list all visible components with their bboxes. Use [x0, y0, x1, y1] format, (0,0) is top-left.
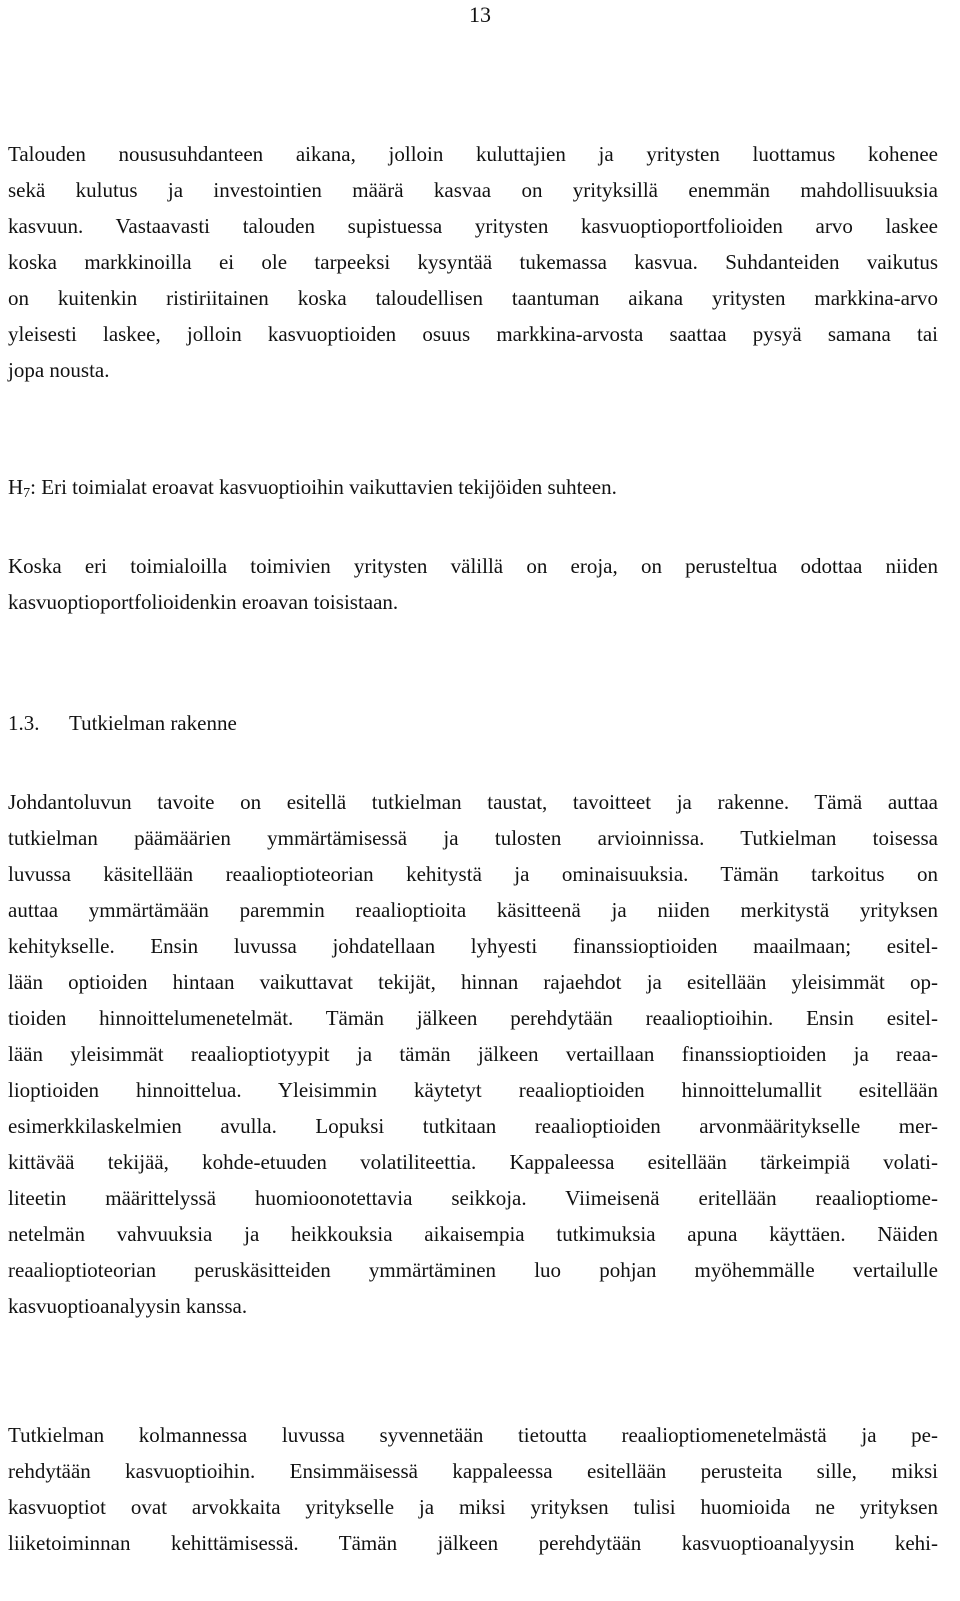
- text-line: kittävää tekijää, kohde-etuuden volatiliteettia. Kappaleessa esitellään tärkeimpiä volati-: [8, 1150, 938, 1174]
- text-line: Tutkielman kolmannessa luvussa syvennetään tietoutta reaalioptiomenetelmästä ja pe-: [8, 1423, 938, 1447]
- text-line: esimerkkilaskelmien avulla. Lopuksi tutkitaan reaalioptioiden arvonmääritykselle mer-: [8, 1114, 938, 1138]
- text-line: lioptioiden hinnoittelua. Yleisimmin käytetyt reaalioptioiden hinnoittelumallit esitellään: [8, 1078, 938, 1102]
- paragraph-industry-differences: [8, 548, 938, 620]
- text-line: Johdantoluvun tavoite on esitellä tutkielman taustat, tavoitteet ja rakenne. Tämä auttaa: [8, 790, 938, 814]
- paragraph-structure: [8, 784, 938, 1324]
- text-line: liteetin määrittelyssä huomioonotettavia seikkoja. Viimeisenä eritellään reaalioptiome-: [8, 1186, 938, 1210]
- text-line: Talouden noususuhdanteen aikana, jolloin kuluttajien ja yritysten luottamus kohenee: [8, 142, 938, 166]
- page-number: 13: [469, 2, 491, 27]
- hypothesis-label: H: [8, 475, 24, 499]
- section-number: 1.3.: [8, 711, 40, 735]
- paragraph-economic-cycle: [8, 136, 938, 388]
- paragraph-chapter-three: [8, 1417, 938, 1561]
- text-line: jopa nousta.: [8, 358, 110, 382]
- text-line: tutkielman päämäärien ymmärtämisessä ja tulosten arvioinnissa. Tutkielman toisessa: [8, 826, 938, 850]
- hypothesis-subscript: 7: [23, 486, 31, 501]
- text-line: kehitykselle. Ensin luvussa johdatellaan lyhyesti finanssioptioiden maailmaan; esitel-: [8, 934, 938, 958]
- text-line: liiketoiminnan kehittämisessä. Tämän jälkeen perehdytään kasvuoptioanalyysin kehi-: [8, 1531, 938, 1555]
- text-line: rehdytään kasvuoptioihin. Ensimmäisessä kappaleessa esitellään perusteita sille, miksi: [8, 1459, 938, 1483]
- text-line: kasvuun. Vastaavasti talouden supistuessa yritysten kasvuoptioportfolioiden arvo laskee: [8, 214, 938, 238]
- text-line: yleisesti laskee, jolloin kasvuoptioiden osuus markkina-arvosta saattaa pysyä samana tai: [8, 322, 938, 346]
- text-line: koska markkinoilla ei ole tarpeeksi kysyntää tukemassa kasvua. Suhdanteiden vaikutus: [8, 250, 938, 274]
- text-line: luvussa käsitellään reaalioptioteorian kehitystä ja ominaisuuksia. Tämän tarkoitus on: [8, 862, 938, 886]
- text-line: sekä kulutus ja investointien määrä kasvaa on yrityksillä enemmän mahdollisuuksia: [8, 178, 938, 202]
- text-line: Koska eri toimialoilla toimivien yritysten välillä on eroja, on perusteltua odottaa niiden: [8, 554, 938, 578]
- text-line: kasvuoptiot ovat arvokkaita yritykselle ja miksi yrityksen tulisi huomioida ne yrityksen: [8, 1495, 938, 1519]
- section-heading: [8, 705, 938, 741]
- hypothesis-line: [8, 469, 938, 505]
- text-line: on kuitenkin ristiriitainen koska taloudellisen taantuman aikana yritysten markkina-arvo: [8, 286, 938, 310]
- text-line: lään optioiden hintaan vaikuttavat tekijät, hinnan rajaehdot ja esitellään yleisimmät op-: [8, 970, 938, 994]
- text-line: kasvuoptioportfolioidenkin eroavan toisistaan.: [8, 590, 399, 614]
- text-line: tioiden hinnoittelumenetelmät. Tämän jälkeen perehdytään reaalioptioihin. Ensin esitel-: [8, 1006, 938, 1030]
- text-line: reaalioptioteorian peruskäsitteiden ymmärtäminen luo pohjan myöhemmälle vertailulle: [8, 1258, 938, 1282]
- hypothesis-text: : Eri toimialat eroavat kasvuoptioihin vaikuttavien tekijöiden suhteen.: [30, 475, 617, 499]
- section-title: Tutkielman rakenne: [69, 711, 237, 735]
- text-line: netelmän vahvuuksia ja heikkouksia aikaisempia tutkimuksia apuna käyttäen. Näiden: [8, 1222, 938, 1246]
- text-line: auttaa ymmärtämään paremmin reaalioptioita käsitteenä ja niiden merkitystä yrityksen: [8, 898, 938, 922]
- hypothesis-h7: [8, 469, 938, 505]
- text-line: kasvuoptioanalyysin kanssa.: [8, 1294, 248, 1318]
- text-line: lään yleisimmät reaalioptiotyypit ja tämän jälkeen vertaillaan finanssioptioiden ja reaa-: [8, 1042, 938, 1066]
